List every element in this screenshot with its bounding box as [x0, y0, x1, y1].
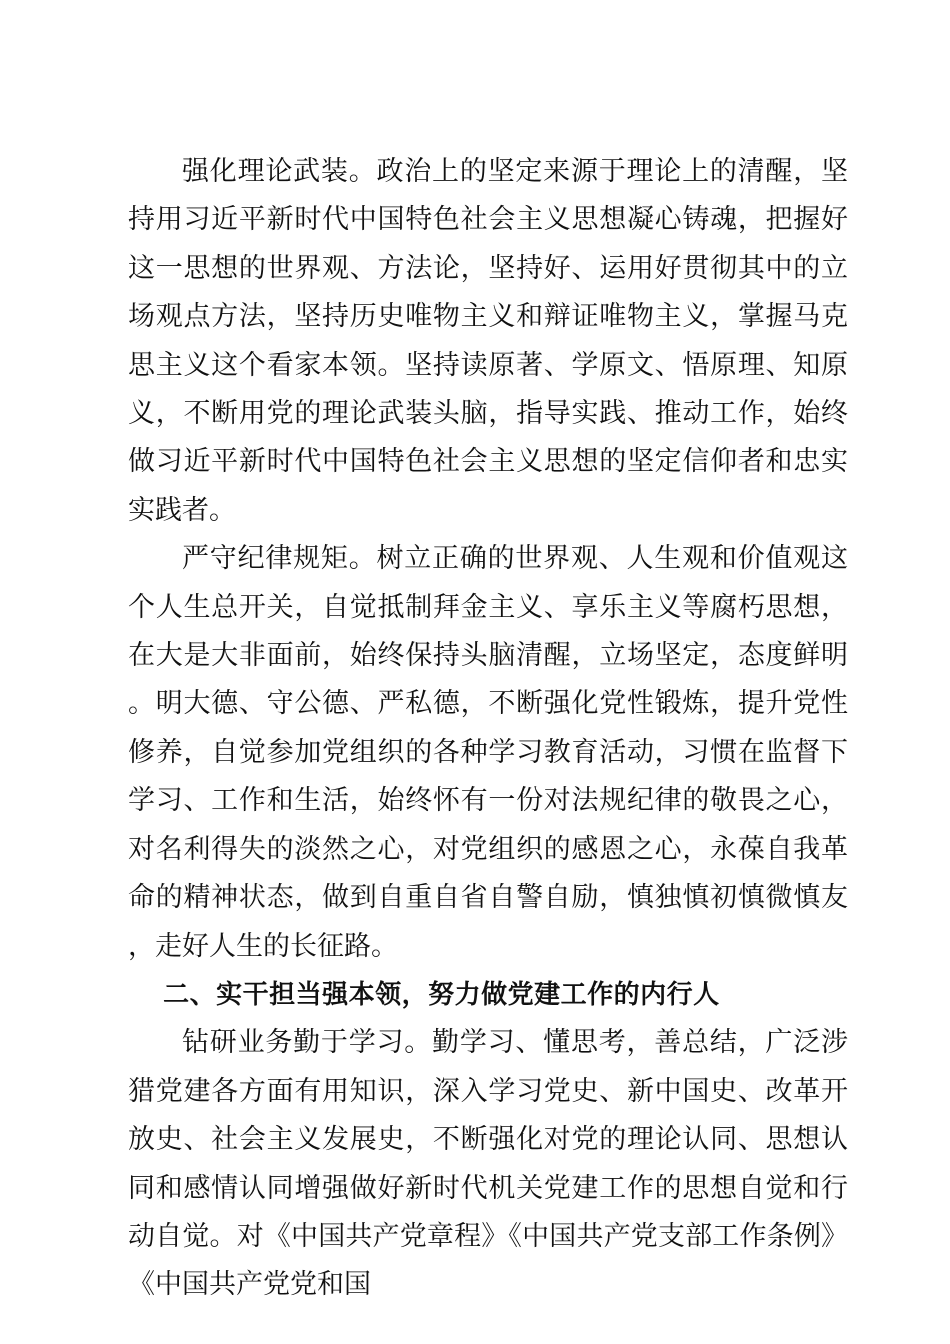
document-body [128, 148, 848, 1310]
section-heading: 二、实干担当强本领，努力做党建工作的内行人 [163, 979, 720, 1010]
paragraph-theory-armament: 强化理论武装。政治上的坚定来源于理论上的清醒，坚持用习近平新时代中国特色社会主义思想凝心铸魂，把握好这一思想的世界观、方法论，坚持好、运用好贯彻其中的立场观点方法，坚持历史唯物主义和辩证唯物主义，掌握马克思主义这个看家本领。坚持读原著、学原文、悟原理、知原义，不断用党的理论武装头脑，指导实践、推动工作，始终做习近平新时代中国特色社会主义思想的坚定信仰者和忠实实践者。 [128, 156, 848, 526]
paragraph-discipline-rules: 严守纪律规矩。树立正确的世界观、人生观和价值观这个人生总开关，自觉抵制拜金主义、享乐主义等腐朽思想，在大是大非面前，始终保持头脑清醒，立场坚定，态度鲜明。明大德、守公德、严私德，不断强化党性锻炼，提升党性修养，自觉参加党组织的各种学习教育活动，习惯在监督下学习、工作和生活，始终怀有一份对法规纪律的敬畏之心，对名利得失的淡然之心，对党组织的感恩之心，永葆自我革命的精神状态，做到自重自省自警自励，慎独慎初慎微慎友，走好人生的长征路。 [128, 543, 848, 962]
paragraph-business-study: 钻研业务勤于学习。勤学习、懂思考，善总结，广泛涉猎党建各方面有用知识，深入学习党史、新中国史、改革开放史、社会主义发展史，不断强化对党的理论认同、思想认同和感情认同增强做好新时代机关党建工作的思想自觉和行动自觉。对《中国共产党章程》《中国共产党支部工作条例》《中国共产党党和国 [128, 1027, 848, 1301]
